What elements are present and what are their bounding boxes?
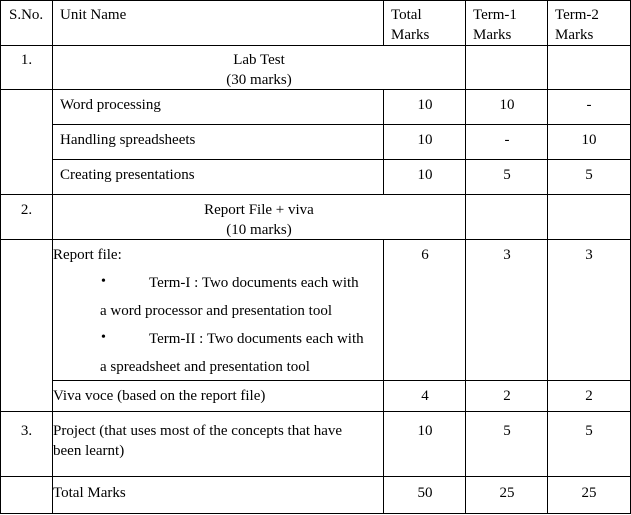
project-name-line1: Project (that uses most of the concepts that have — [53, 423, 343, 439]
header-term2-line2: Marks — [555, 27, 594, 43]
header-term2-marks — [555, 5, 599, 45]
section-title — [53, 50, 465, 90]
grand-term2-marks: 25 — [581, 485, 597, 501]
total-marks: 6 — [421, 247, 429, 263]
section-sno: 3. — [20, 423, 33, 439]
term1-marks: - — [504, 132, 510, 148]
unit-name: Viva voce (based on the report file) — [53, 388, 266, 404]
section-title — [53, 200, 465, 240]
term1-marks: 10 — [499, 97, 515, 113]
total-marks: 4 — [421, 388, 429, 404]
term2-marks: 10 — [581, 132, 597, 148]
term2-marks: 5 — [585, 423, 593, 439]
header-total-marks-line2: Marks — [391, 27, 430, 43]
section-sno: 1. — [20, 52, 33, 68]
unit-name: Word processing — [60, 97, 161, 113]
section-title-line1: Lab Test — [233, 52, 285, 68]
section-title-line2: (10 marks) — [226, 222, 292, 238]
term1-marks: 3 — [503, 247, 511, 263]
total-marks-label: Total Marks — [53, 485, 126, 501]
project-name-line2: been learnt) — [53, 443, 125, 459]
header-unit-name: Unit Name — [60, 7, 127, 23]
report-item-2-line2: a spreadsheet and presentation tool — [100, 359, 310, 375]
unit-name: Creating presentations — [60, 167, 195, 183]
term2-marks: 5 — [585, 167, 593, 183]
total-marks: 10 — [417, 132, 433, 148]
header-term2-line1: Term-2 — [555, 7, 599, 23]
term1-marks: 2 — [503, 388, 511, 404]
total-marks: 10 — [417, 97, 433, 113]
section-sno: 2. — [20, 202, 33, 218]
total-marks: 10 — [417, 167, 433, 183]
grand-total-marks: 50 — [417, 485, 433, 501]
header-total-marks-line1: Total — [391, 7, 422, 23]
report-file-label: Report file: — [53, 247, 122, 263]
term2-marks: 3 — [585, 247, 593, 263]
section-title-line1: Report File + viva — [204, 202, 314, 218]
term1-marks: 5 — [503, 167, 511, 183]
total-marks: 10 — [417, 423, 433, 439]
report-item-1-line2: a word processor and presentation tool — [100, 303, 333, 319]
term2-marks: - — [586, 97, 592, 113]
term2-marks: 2 — [585, 388, 593, 404]
project-name — [53, 421, 342, 461]
header-term1-line1: Term-1 — [473, 7, 517, 23]
report-item-2-line1: Term-II : Two documents each with — [149, 331, 364, 347]
report-item-1-line1: Term-I : Two documents each with — [149, 275, 359, 291]
section-title-line2: (30 marks) — [226, 72, 292, 88]
term1-marks: 5 — [503, 423, 511, 439]
bullet: • — [101, 274, 106, 289]
header-term1-line2: Marks — [473, 27, 512, 43]
header-total-marks — [391, 5, 429, 45]
header-sno: S.No. — [9, 7, 44, 23]
bullet: • — [101, 330, 106, 345]
header-term1-marks — [473, 5, 517, 45]
grand-term1-marks: 25 — [499, 485, 515, 501]
unit-name: Handling spreadsheets — [60, 132, 196, 148]
